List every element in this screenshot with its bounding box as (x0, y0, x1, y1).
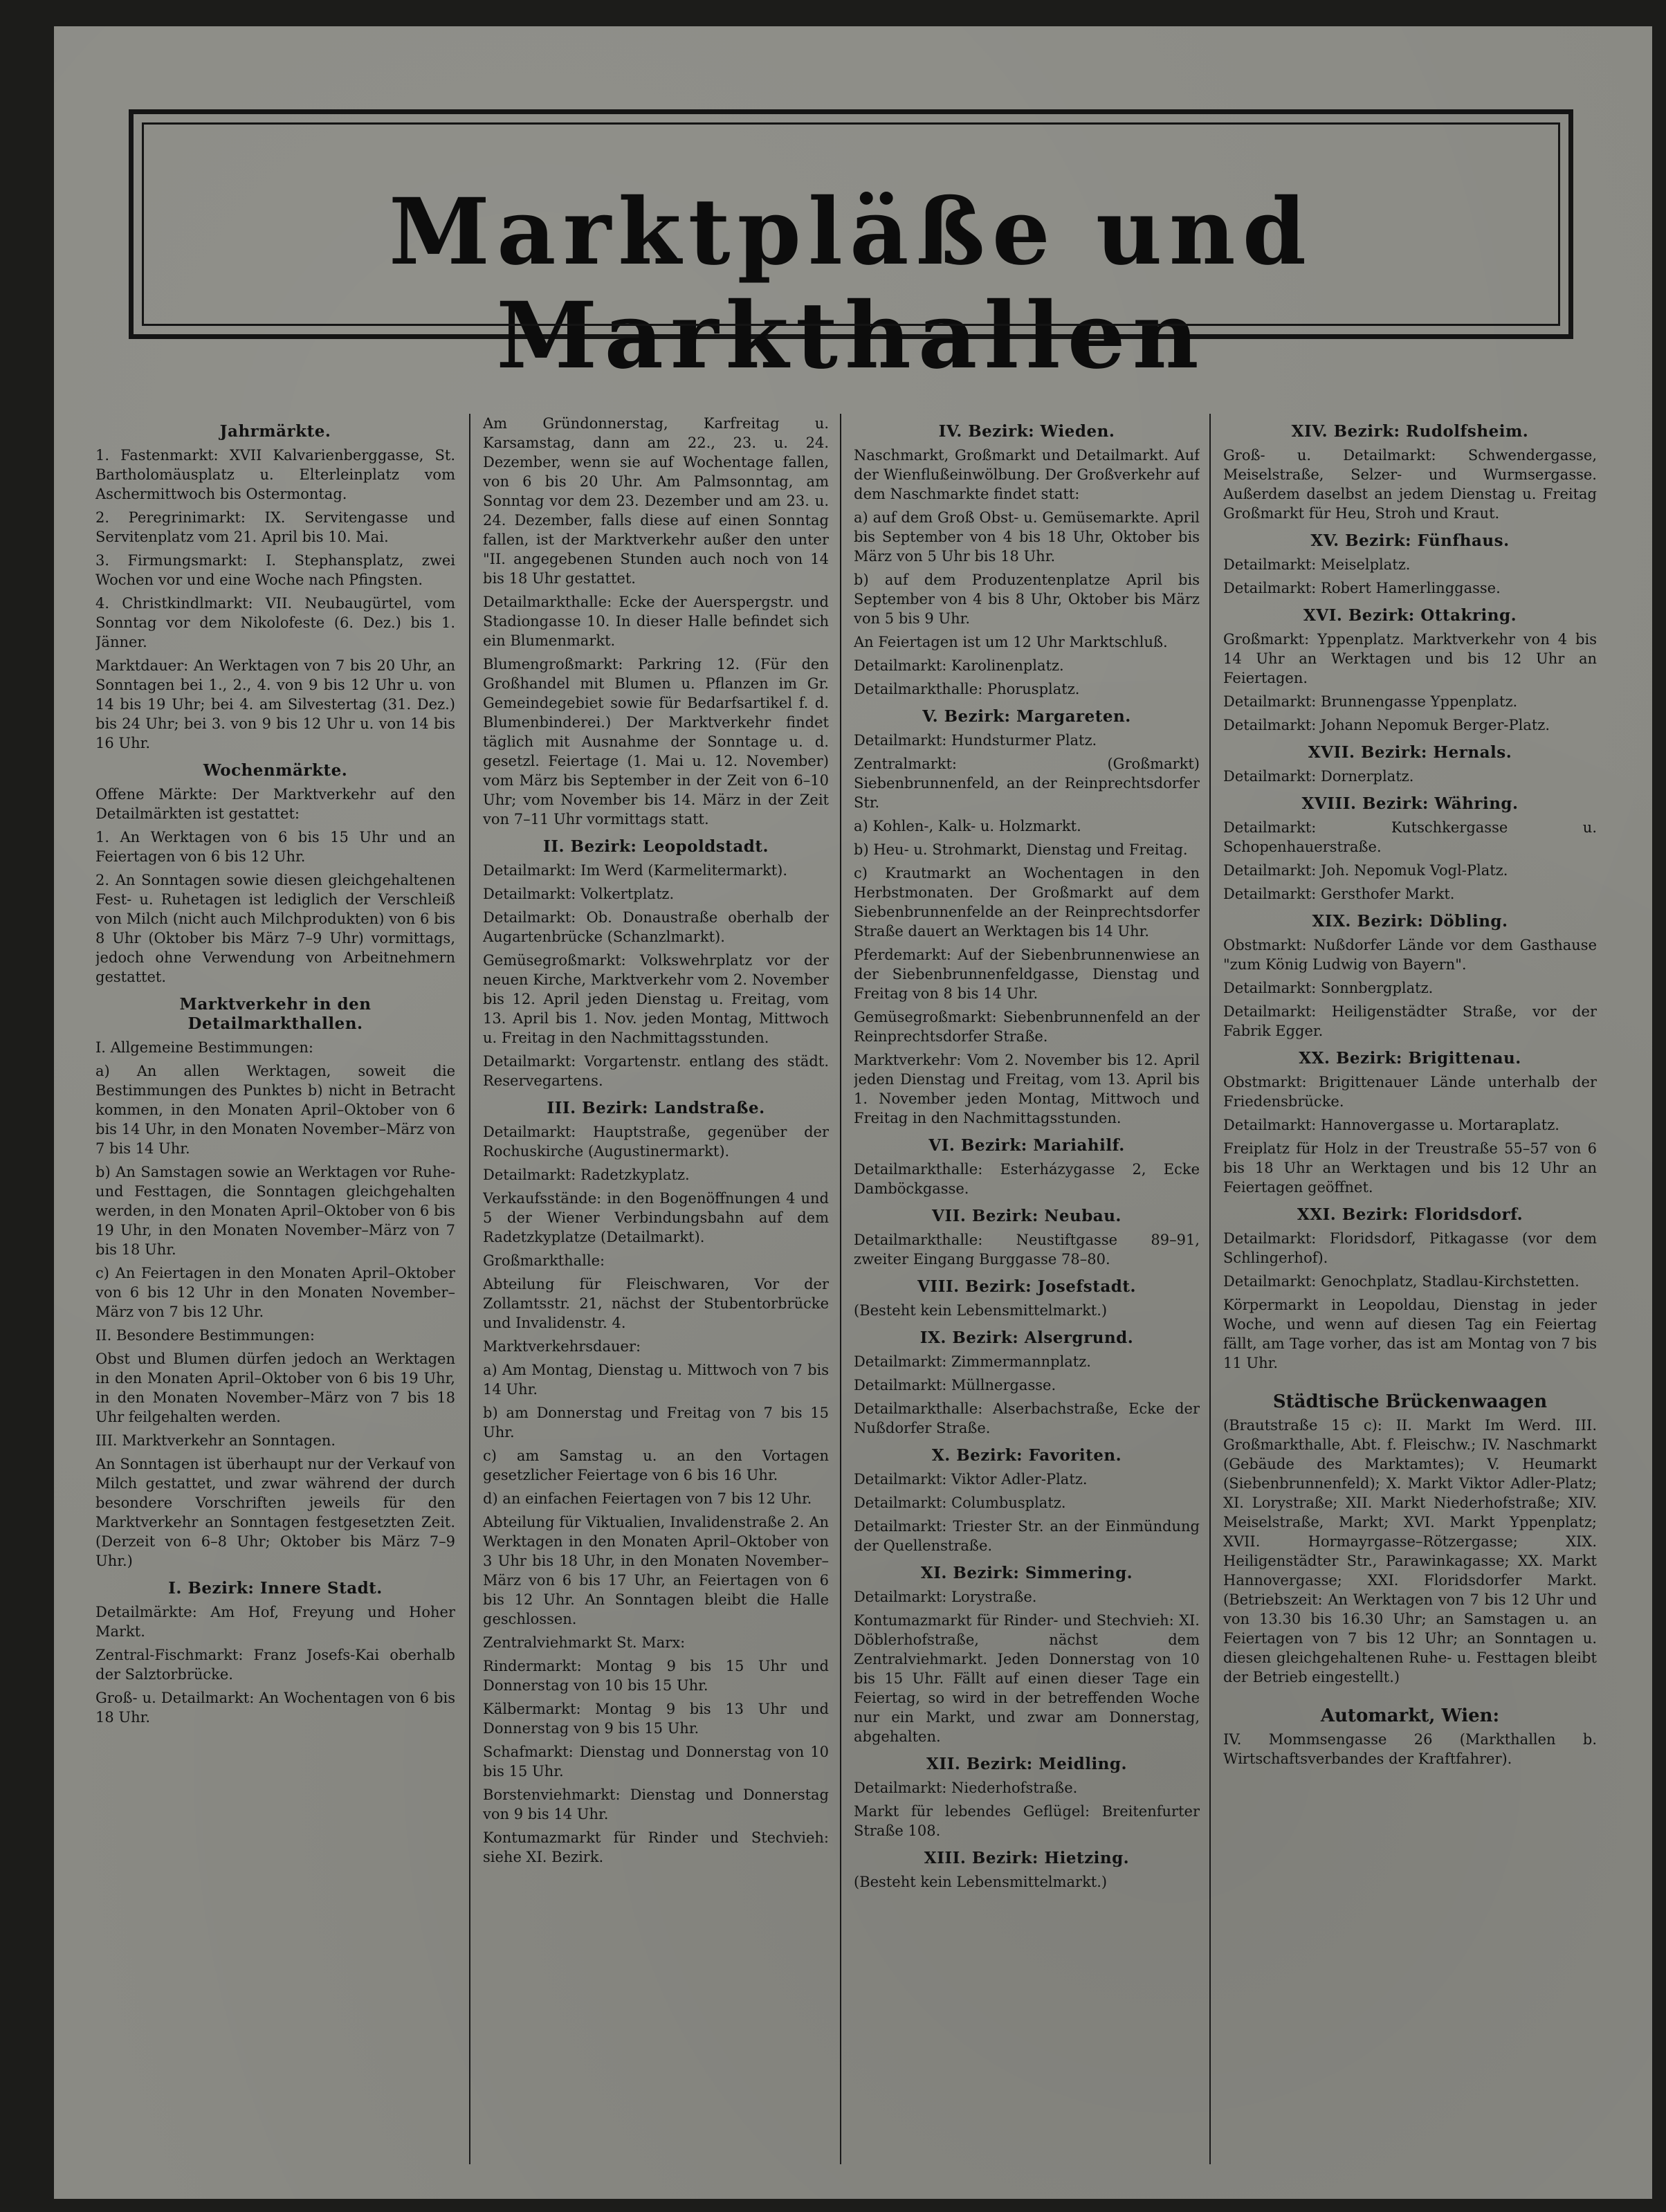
section-heading: XV. Bezirk: Fünfhaus. (1310, 531, 1510, 550)
paragraph: (Brautstraße 15 c): II. Markt Im Werd. III. Großmarkthalle, Abt. f. Fleischw.; IV. Naschmarkt (Gebäude des Marktamtes); V. Heumarkt (Siebenbrunnenfeld); X. Markt Viktor Adler-Platz; XI. Lorystraße; XII. Markt Niederhofstraße; XIV. Meiselstraße, Markt; XVI. Markt Yppenplatz; XVII. Hormayrgasse–Rötzergasse; XIX. Heiligenstädter Str., Parawinkagasse; XX. Markt Hannovergasse; XXI. Floridsdorfer Markt. (Betriebszeit: An Werktagen von 7 bis 12 Uhr und von 13.30 bis 16.30 Uhr; an Samstagen u. an Feiertagen von 7 bis 12 Uhr; an Sonntagen u. diesen gleichgehaltenen Ruhe- u. Festtagen bleibt der Betrieb eingestellt.) (1223, 1417, 1597, 1685)
section-heading: XIV. Bezirk: Rudolfsheim. (1291, 422, 1529, 441)
paragraph: Gemüsegroßmarkt: Volkswehrplatz vor der neuen Kirche, Marktverkehr vom 2. November bis 12. April jeden Dienstag u. Freitag, vom 13. April bis 1. Nov. jeden Montag, Mittwoch u. Freitag in den Nachmittagsstunden. (483, 952, 829, 1046)
section-heading: VIII. Bezirk: Josefstadt. (917, 1277, 1136, 1296)
section-heading: VI. Bezirk: Mariahilf. (928, 1136, 1125, 1155)
paragraph: Detailmarkt: Heiligenstädter Straße, vor der Fabrik Egger. (1223, 1003, 1597, 1039)
paragraph: Detailmarkt: Floridsdorf, Pitkagasse (vor dem Schlingerhof). (1223, 1230, 1597, 1266)
paragraph: 4. Christkindlmarkt: VII. Neubaugürtel, vom Sonntag vor dem Nikolofeste (6. Dez.) bis 1. Jänner. (95, 595, 455, 650)
paragraph: Detailmarkt: Meiselplatz. (1223, 556, 1411, 573)
column-2 (483, 414, 829, 2171)
paragraph: Detailmärkte: Am Hof, Freyung und Hoher Markt. (95, 1604, 455, 1640)
paragraph: II. Besondere Bestimmungen: (95, 1327, 315, 1344)
paragraph: a) Am Montag, Dienstag u. Mittwoch von 7 bis 14 Uhr. (483, 1362, 829, 1398)
section-heading: I. Bezirk: Innere Stadt. (168, 1579, 383, 1598)
paragraph: Detailmarkt: Vorgartenstr. entlang des städt. Reservegartens. (483, 1053, 829, 1089)
paragraph: Detailmarkt: Columbusplatz. (854, 1495, 1066, 1511)
section-heading: XVIII. Bezirk: Währing. (1301, 794, 1519, 813)
section-heading: XX. Bezirk: Brigittenau. (1299, 1049, 1521, 1068)
paragraph: Zentral-Fischmarkt: Franz Josefs-Kai oberhalb der Salztorbrücke. (95, 1647, 455, 1683)
paragraph: An Sonntagen ist überhaupt nur der Verkauf von Milch gestattet, und zwar während der durch besondere Vorschriften jeweils für den Marktverkehr an Sonntagen festgesetzten Zeit. (Derzeit von 6–8 Uhr; Oktober bis März 7–9 Uhr.) (95, 1456, 455, 1569)
paragraph: IV. Mommsengasse 26 (Markthallen b. Wirtschaftsverbandes der Kraftfahrer). (1223, 1731, 1597, 1767)
paragraph: Groß- u. Detailmarkt: Schwendergasse, Meiselstraße, Selzer- und Wurmsergasse. Außerdem daselbst an jedem Dienstag u. Freitag Großmarkt für Heu, Stroh und Kraut. (1223, 447, 1597, 522)
section-heading: XI. Bezirk: Simmering. (920, 1564, 1133, 1582)
paragraph: 2. Peregrinimarkt: IX. Servitengasse und Servitenplatz vom 21. April bis 10. Mai. (95, 509, 455, 545)
paragraph: Körpermarkt in Leopoldau, Dienstag in jeder Woche, und wenn auf diesen Tag ein Feiertag fällt, am Tage vorher, das ist am Montag von 7 bis 11 Uhr. (1223, 1297, 1597, 1371)
paragraph: Detailmarkt: Lorystraße. (854, 1589, 1037, 1605)
column-rule (469, 414, 470, 2164)
paragraph: Verkaufsstände: in den Bogenöffnungen 4 und 5 der Wiener Verbindungsbahn auf dem Radetzkyplatze (Detailmarkt). (483, 1190, 829, 1245)
section-heading: V. Bezirk: Margareten. (922, 707, 1131, 726)
section-heading: Automarkt, Wien: (1320, 1706, 1500, 1726)
paragraph: An Feiertagen ist um 12 Uhr Marktschluß. (854, 634, 1168, 650)
paragraph: 1. Fastenmarkt: XVII Kalvarienberggasse, St. Bartholomäusplatz u. Elterleinplatz vom Aschermittwoch bis Ostermontag. (95, 447, 455, 502)
paragraph: Detailmarkthalle: Neustiftgasse 89–91, zweiter Eingang Burggasse 78–80. (854, 1232, 1200, 1268)
paragraph: Detailmarkt: Im Werd (Karmelitermarkt). (483, 862, 788, 879)
section-heading: XII. Bezirk: Meidling. (926, 1755, 1127, 1773)
paragraph: Detailmarkthalle: Alserbachstraße, Ecke der Nußdorfer Straße. (854, 1400, 1200, 1436)
paragraph: Kälbermarkt: Montag 9 bis 13 Uhr und Donnerstag von 9 bis 15 Uhr. (483, 1701, 829, 1737)
paragraph: Marktverkehr: Vom 2. November bis 12. April jeden Dienstag und Freitag, vom 13. April bis 1. November jeden Montag, Mittwoch und Freitag in den Nachmittagsstunden. (854, 1052, 1200, 1126)
paragraph: Obstmarkt: Nußdorfer Lände vor dem Gasthause "zum König Ludwig von Bayern". (1223, 937, 1597, 973)
paragraph: c) am Samstag u. an den Vortagen gesetzlicher Feiertage von 6 bis 16 Uhr. (483, 1447, 829, 1483)
paragraph: Obstmarkt: Brigittenauer Lände unterhalb der Friedensbrücke. (1223, 1074, 1597, 1110)
paragraph: Detailmarkt: Gersthofer Markt. (1223, 886, 1455, 902)
paragraph: b) am Donnerstag und Freitag von 7 bis 15 Uhr. (483, 1405, 829, 1441)
paragraph: Detailmarkt: Karolinenplatz. (854, 657, 1064, 674)
paragraph: (Besteht kein Lebensmittelmarkt.) (854, 1874, 1108, 1890)
paragraph: Blumengroßmarkt: Parkring 12. (Für den Großhandel mit Blumen u. Pflanzen im Gr. Gemeindegebiet sowie für Bedarfsartikel f. d. Blumenbinderei.) Der Marktverkehr findet täglich mit Ausnahme der Sonntage u. d. gesetzl. Feiertage (1. Mai u. 12. November) vom März bis September in der Zeit von 6–10 Uhr; vom November bis 14. März in der Zeit von 7–11 Uhr vormittags statt. (483, 656, 829, 828)
paragraph: Detailmarkt: Volkertplatz. (483, 886, 675, 902)
paragraph: Markt für lebendes Geflügel: Breitenfurter Straße 108. (854, 1803, 1200, 1839)
paragraph: Großmarkt: Yppenplatz. Marktverkehr von 4 bis 14 Uhr an Werktagen und bis 12 Uhr an Feiertagen. (1223, 631, 1597, 686)
paragraph: Detailmarkt: Radetzkyplatz. (483, 1167, 690, 1183)
paragraph: Zentralmarkt: (Großmarkt) Siebenbrunnenfeld, an der Reinprechtsdorfer Str. (854, 756, 1200, 811)
paragraph: a) Kohlen-, Kalk- u. Holzmarkt. (854, 818, 1081, 834)
paragraph: Detailmarkthalle: Ecke der Auerspergstr. und Stadiongasse 10. In dieser Halle befindet sich ein Blumenmarkt. (483, 594, 829, 649)
section-heading: Städtische Brückenwaagen (1272, 1391, 1548, 1412)
paragraph: Borstenviehmarkt: Dienstag und Donnerstag von 9 bis 14 Uhr. (483, 1786, 829, 1822)
paragraph: Detailmarkt: Niederhofstraße. (854, 1780, 1078, 1796)
paragraph: Detailmarkt: Hundsturmer Platz. (854, 732, 1097, 749)
paragraph: III. Marktverkehr an Sonntagen. (95, 1432, 336, 1449)
column-rule (1209, 414, 1211, 2164)
paragraph: (Besteht kein Lebensmittelmarkt.) (854, 1302, 1108, 1319)
paragraph: c) Krautmarkt an Wochentagen in den Herbstmonaten. Der Großmarkt auf dem Siebenbrunnenfelde an der Reinprechtsdorfer Straße dauert an Werktagen bis 14 Uhr. (854, 865, 1200, 940)
column-4 (1223, 414, 1597, 2171)
paragraph: Detailmarkt: Johann Nepomuk Berger-Platz. (1223, 717, 1550, 733)
paragraph: Detailmarkt: Kutschkergasse u. Schopenhauerstraße. (1223, 819, 1597, 855)
paragraph: Detailmarkt: Brunnengasse Yppenplatz. (1223, 693, 1518, 710)
paragraph: Detailmarkt: Müllnergasse. (854, 1377, 1056, 1393)
column-1 (95, 414, 455, 2171)
paragraph: Detailmarkt: Hauptstraße, gegenüber der Rochuskirche (Augustinermarkt). (483, 1124, 829, 1160)
paragraph: b) auf dem Produzentenplatze April bis September von 4 bis 8 Uhr, Oktober bis März von 5 bis 9 Uhr. (854, 572, 1200, 627)
section-heading: XIX. Bezirk: Döbling. (1312, 912, 1508, 931)
section-heading: XIII. Bezirk: Hietzing. (924, 1849, 1130, 1867)
paragraph: 3. Firmungsmarkt: I. Stephansplatz, zwei Wochen vor und eine Woche nach Pfingsten. (95, 552, 455, 588)
paragraph: d) an einfachen Feiertagen von 7 bis 12 Uhr. (483, 1490, 812, 1507)
paragraph: Gemüsegroßmarkt: Siebenbrunnenfeld an der Reinprechtsdorfer Straße. (854, 1009, 1200, 1045)
paragraph: Detailmarkt: Joh. Nepomuk Vogl-Platz. (1223, 862, 1508, 879)
section-heading: II. Bezirk: Leopoldstadt. (542, 837, 769, 856)
section-heading: XXI. Bezirk: Floridsdorf. (1297, 1205, 1523, 1224)
paragraph: a) auf dem Groß Obst- u. Gemüsemarkte. April bis September von 4 bis 18 Uhr, Oktober bis März von 5 Uhr bis 18 Uhr. (854, 509, 1200, 565)
paragraph: Kontumazmarkt für Rinder- und Stechvieh: XI. Döblerhofstraße, nächst dem Zentralviehmarkt. Jeden Donnerstag von 10 bis 15 Uhr. Fällt auf einen dieser Tage ein Feiertag, so wird in der betreffenden Woche nur ein Markt, und zwar am Donnerstag, abgehalten. (854, 1612, 1200, 1745)
paragraph: Kontumazmarkt für Rinder und Stechvieh: siehe XI. Bezirk. (483, 1829, 829, 1865)
paragraph: Zentralviehmarkt St. Marx: (483, 1634, 686, 1651)
paragraph: Detailmarkt: Genochplatz, Stadlau-Kirchstetten. (1223, 1273, 1580, 1290)
title-frame (129, 109, 1573, 390)
paragraph: Schafmarkt: Dienstag und Donnerstag von 10 bis 15 Uhr. (483, 1744, 829, 1780)
paragraph: Detailmarkt: Hannovergasse u. Mortaraplatz. (1223, 1117, 1559, 1133)
paragraph: I. Allgemeine Bestimmungen: (95, 1039, 313, 1056)
paragraph: Rindermarkt: Montag 9 bis 15 Uhr und Donnerstag von 10 bis 15 Uhr. (483, 1658, 829, 1694)
paragraph: Pferdemarkt: Auf der Siebenbrunnenwiese an der Siebenbrunnenfeldgasse, Dienstag und Freitag von 8 bis 14 Uhr. (854, 947, 1200, 1002)
paragraph: Großmarkthalle: (483, 1252, 605, 1269)
paragraph: b) An Samstagen sowie an Werktagen vor Ruhe- und Festtagen, die Sonntagen gleichgehalten werden, in den Monaten April–Oktober von 6 bis 19 Uhr, in den Monaten November–März von 7 bis 18 Uhr. (95, 1164, 455, 1258)
paragraph: Detailmarkthalle: Phorusplatz. (854, 681, 1080, 697)
paragraph: Groß- u. Detailmarkt: An Wochentagen von 6 bis 18 Uhr. (95, 1690, 455, 1726)
paragraph: Detailmarkt: Zimmermannplatz. (854, 1353, 1091, 1370)
paragraph: Obst und Blumen dürfen jedoch an Werktagen in den Monaten April–Oktober von 6 bis 19 Uhr, in den Monaten November–März von 7 bis 18 Uhr feilgehalten werden. (95, 1351, 455, 1425)
paragraph: Detailmarkt: Ob. Donaustraße oberhalb der Augartenbrücke (Schanzlmarkt). (483, 909, 829, 945)
section-heading: IX. Bezirk: Alsergrund. (919, 1328, 1134, 1347)
paragraph: 2. An Sonntagen sowie diesen gleichgehaltenen Fest- u. Ruhetagen ist lediglich der Verschleiß von Milch (nicht auch Milchprodukten) von 6 bis 8 Uhr (Oktober bis März 7–9 Uhr) vormittags, jedoch ohne Verwendung von Arbeitnehmern gestattet. (95, 872, 455, 985)
paragraph: Abteilung für Viktualien, Invalidenstraße 2. An Werktagen in den Monaten April–Oktober von 3 Uhr bis 18 Uhr, in den Monaten November–März von 6 bis 17 Uhr, an Feiertagen von 6 bis 12 Uhr. An Sonntagen bleibt die Halle geschlossen. (483, 1514, 829, 1627)
paragraph: Freiplatz für Holz in der Treustraße 55–57 von 6 bis 18 Uhr an Werktagen und bis 12 Uhr an Feiertagen geöffnet. (1223, 1140, 1597, 1196)
paragraph: b) Heu- u. Strohmarkt, Dienstag und Freitag. (854, 841, 1188, 858)
paragraph: Detailmarkt: Dornerplatz. (1223, 768, 1414, 785)
section-heading: Marktverkehr in den Detailmarkthallen. (179, 995, 372, 1033)
column-3 (854, 414, 1200, 2171)
paragraph: 1. An Werktagen von 6 bis 15 Uhr und an Feiertagen von 6 bis 12 Uhr. (95, 829, 455, 865)
section-heading: Wochenmärkte. (203, 761, 348, 780)
section-heading: XVII. Bezirk: Hernals. (1308, 743, 1512, 762)
newspaper-page (54, 26, 1652, 2199)
section-heading: VII. Bezirk: Neubau. (932, 1207, 1122, 1225)
paragraph: Detailmarkt: Viktor Adler-Platz. (854, 1471, 1088, 1488)
paragraph: Marktverkehrsdauer: (483, 1338, 641, 1355)
paragraph: Naschmarkt, Großmarkt und Detailmarkt. Auf der Wienflußeinwölbung. Der Großverkehr auf dem Naschmarkte findet statt: (854, 447, 1200, 502)
paragraph: Offene Märkte: Der Marktverkehr auf den Detailmärkten ist gestattet: (95, 786, 455, 822)
column-rule (840, 414, 841, 2164)
section-heading: IV. Bezirk: Wieden. (938, 422, 1115, 441)
paragraph: Detailmarkthalle: Esterházygasse 2, Ecke Damböckgasse. (854, 1161, 1200, 1197)
page-title: Marktpläße und Markthallen (388, 179, 1314, 390)
section-heading: III. Bezirk: Landstraße. (547, 1099, 765, 1117)
paragraph: a) An allen Werktagen, soweit die Bestimmungen des Punktes b) nicht in Betracht kommen, in den Monaten April–Oktober von 6 bis 14 Uhr, in den Monaten November–März von 7 bis 14 Uhr. (95, 1063, 455, 1157)
section-heading: Jahrmärkte. (219, 422, 331, 441)
paragraph: Marktdauer: An Werktagen von 7 bis 20 Uhr, an Sonntagen bei 1., 2., 4. von 9 bis 12 Uhr u. von 14 bis 19 Uhr; bei 4. am Silvestertag (31. Dez.) bis 24 Uhr; bei 3. von 9 bis 12 Uhr u. von 14 bis 16 Uhr. (95, 657, 455, 751)
paragraph: Am Gründonnerstag, Karfreitag u. Karsamstag, dann am 22., 23. u. 24. Dezember, wenn sie auf Wochentage fallen, von 6 bis 20 Uhr. Am Palmsonntag, am Sonntag vor dem 23. Dezember und am 23. u. 24. Dezember, falls diese auf einen Sonntag fallen, ist der Marktverkehr außer den unter "II. angegebenen Stunden auch noch von 14 bis 18 Uhr gestattet. (483, 415, 829, 587)
section-heading: X. Bezirk: Favoriten. (931, 1446, 1122, 1465)
paragraph: Abteilung für Fleischwaren, Vor der Zollamtsstr. 21, nächst der Stubentorbrücke und Invalidenstr. 4. (483, 1276, 829, 1331)
paragraph: Detailmarkt: Robert Hamerlinggasse. (1223, 580, 1501, 596)
paragraph: c) An Feiertagen in den Monaten April–Oktober von 6 bis 12 Uhr in den Monaten November–März von 7 bis 12 Uhr. (95, 1265, 455, 1320)
paragraph: Detailmarkt: Sonnbergplatz. (1223, 980, 1434, 996)
section-heading: XVI. Bezirk: Ottakring. (1303, 606, 1517, 625)
paragraph: Detailmarkt: Triester Str. an der Einmündung der Quellenstraße. (854, 1518, 1200, 1554)
